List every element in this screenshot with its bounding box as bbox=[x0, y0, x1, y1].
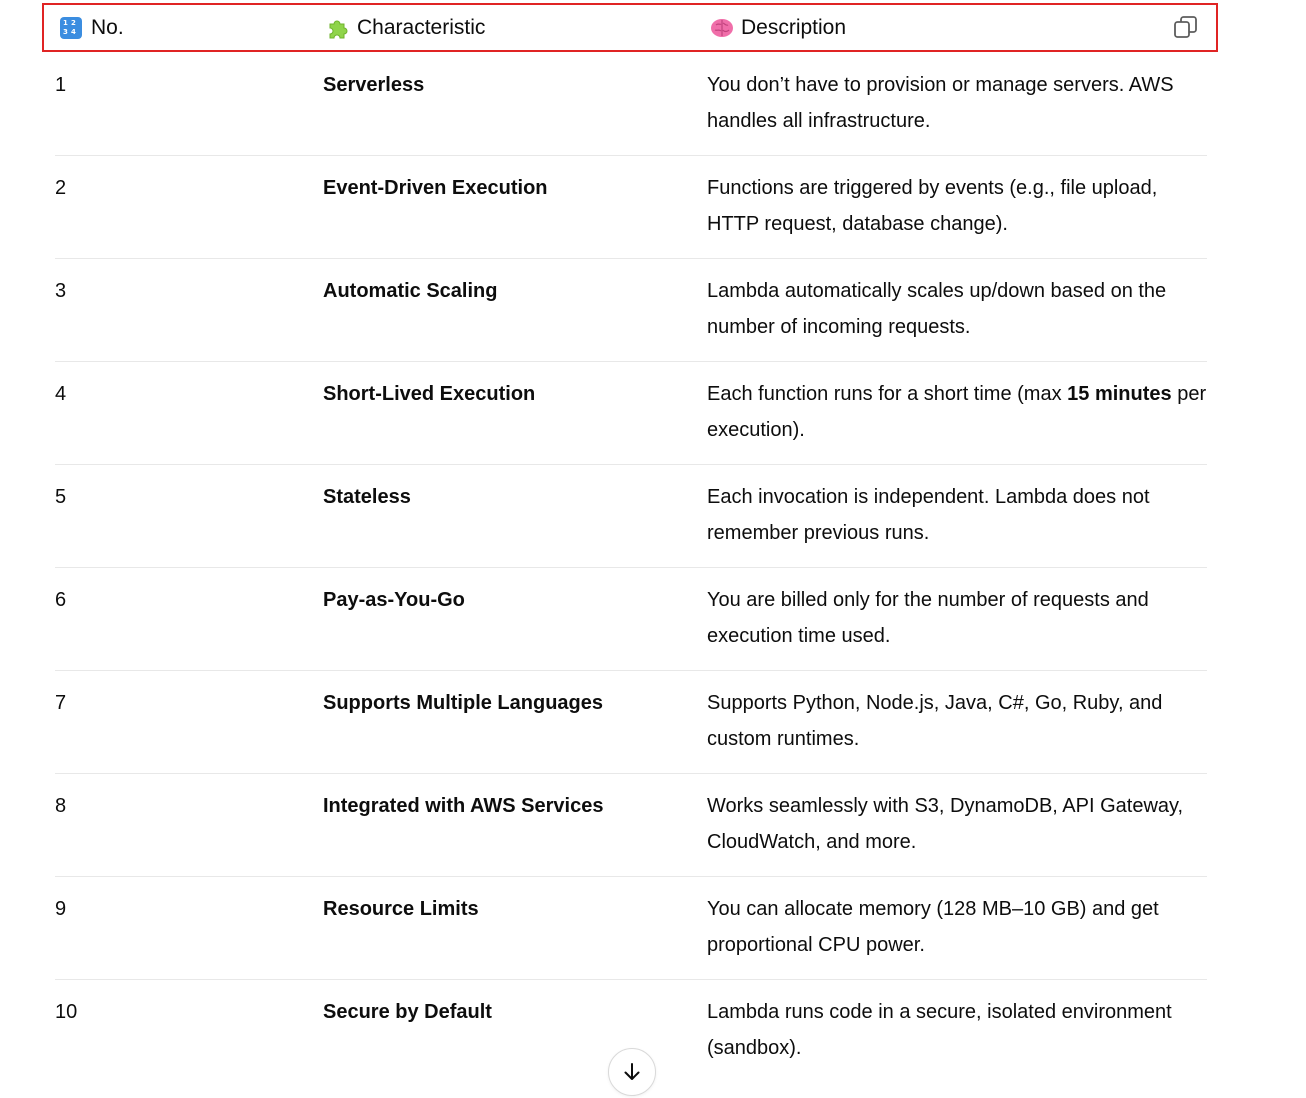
description-text: per execution). bbox=[707, 383, 1207, 441]
cell-description: You are billed only for the number of requests and execution time used. bbox=[707, 589, 1149, 647]
puzzle-piece-icon bbox=[326, 17, 348, 39]
input-numbers-icon: 1 2 3 4 bbox=[60, 17, 82, 39]
table-row bbox=[55, 465, 1207, 568]
header-description-label: Description bbox=[741, 15, 847, 39]
cell-characteristic: Automatic Scaling bbox=[323, 280, 498, 302]
cell-characteristic: Stateless bbox=[323, 486, 411, 508]
table-row bbox=[55, 362, 1207, 465]
cell-description: Functions are triggered by events (e.g., file upload, HTTP request, database change). bbox=[707, 177, 1158, 235]
header-no bbox=[60, 5, 124, 50]
table-header-row bbox=[42, 3, 1218, 52]
cell-no: 9 bbox=[55, 898, 67, 920]
cell-no: 1 bbox=[55, 74, 67, 96]
cell-no: 7 bbox=[55, 692, 67, 714]
cell-description: Each invocation is independent. Lambda does not remember previous runs. bbox=[707, 486, 1150, 544]
cell-description: Lambda runs code in a secure, isolated environment (sandbox). bbox=[707, 1001, 1172, 1059]
cell-no: 8 bbox=[55, 795, 67, 817]
cell-no: 3 bbox=[55, 280, 67, 302]
description-bold-text: 15 minutes bbox=[1067, 383, 1172, 405]
cell-no: 6 bbox=[55, 589, 67, 611]
table-row bbox=[55, 671, 1207, 774]
arrow-down-icon bbox=[621, 1061, 643, 1083]
cell-description: Lambda automatically scales up/down based on the number of incoming requests. bbox=[707, 280, 1167, 338]
cell-characteristic: Resource Limits bbox=[323, 898, 479, 920]
cell-description: You can allocate memory (128 MB–10 GB) and get proportional CPU power. bbox=[707, 898, 1159, 956]
cell-description: You don’t have to provision or manage servers. AWS handles all infrastructure. bbox=[707, 74, 1174, 132]
cell-characteristic: Supports Multiple Languages bbox=[323, 692, 604, 714]
cell-no: 2 bbox=[55, 177, 67, 199]
table-row bbox=[55, 53, 1207, 156]
table-body bbox=[55, 53, 1207, 1083]
cell-characteristic: Serverless bbox=[323, 74, 425, 96]
scroll-to-bottom-button[interactable] bbox=[608, 1048, 656, 1096]
cell-no: 5 bbox=[55, 486, 67, 508]
copy-table-button[interactable] bbox=[1172, 13, 1200, 41]
cell-description: Works seamlessly with S3, DynamoDB, API Gateway, CloudWatch, and more. bbox=[707, 795, 1184, 853]
brain-icon bbox=[710, 17, 732, 39]
table-row bbox=[55, 877, 1207, 980]
cell-description: Supports Python, Node.js, Java, C#, Go, Ruby, and custom runtimes. bbox=[707, 692, 1163, 750]
cell-characteristic: Short-Lived Execution bbox=[323, 383, 536, 405]
header-no-label: No. bbox=[91, 15, 124, 39]
header-description bbox=[710, 5, 846, 50]
description-text: Each function runs for a short time (max bbox=[707, 383, 1068, 405]
cell-characteristic: Pay-as-You-Go bbox=[323, 589, 465, 611]
header-characteristic-label: Characteristic bbox=[357, 15, 486, 39]
cell-characteristic: Event-Driven Execution bbox=[323, 177, 548, 199]
cell-description bbox=[707, 376, 1207, 448]
cell-characteristic: Secure by Default bbox=[323, 1001, 492, 1023]
cell-no: 10 bbox=[55, 1001, 78, 1023]
table-row bbox=[55, 156, 1207, 259]
header-characteristic bbox=[326, 5, 485, 50]
table-row bbox=[55, 259, 1207, 362]
cell-no: 4 bbox=[55, 383, 67, 405]
copy-icon bbox=[1172, 13, 1200, 41]
cell-characteristic: Integrated with AWS Services bbox=[323, 795, 604, 817]
table-row bbox=[55, 774, 1207, 877]
table-row bbox=[55, 568, 1207, 671]
